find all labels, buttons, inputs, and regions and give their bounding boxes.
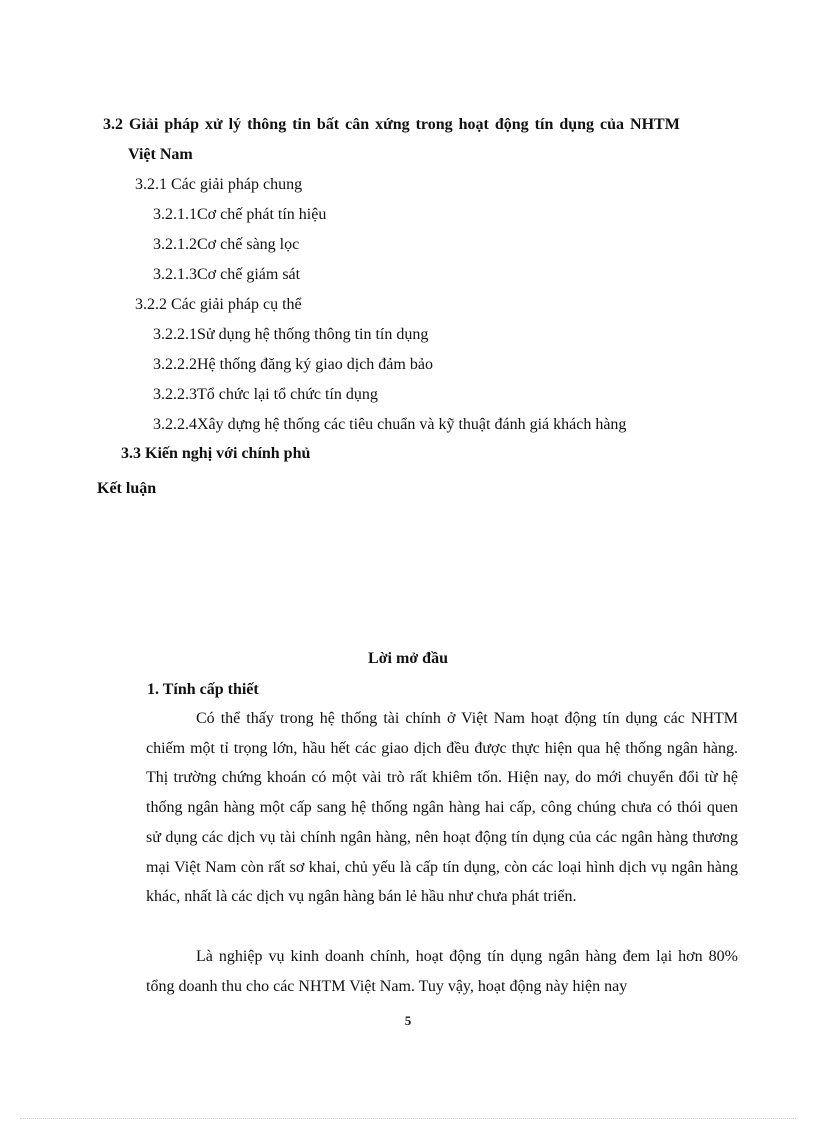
- toc-section-3-2-1-1: 3.2.1.1Cơ chế phát tín hiệu: [153, 206, 327, 223]
- toc-section-3-2-2: 3.2.2 Các giải pháp cụ thể: [135, 296, 302, 313]
- toc-section-3-2-2-2: 3.2.2.2Hệ thống đăng ký giao dịch đảm bảo: [153, 356, 433, 373]
- toc-conclusion: Kết luận: [97, 480, 157, 497]
- intro-paragraph-2-text: Là nghiệp vụ kinh doanh chính, hoạt động tín dụng ngân hàng đem lại hơn 80% tổng doanh thu cho các NHTM Việt Nam. Tuy vậy, hoạt động này hiện nay: [146, 948, 738, 995]
- toc-section-3-2-line2: Việt Nam: [128, 146, 193, 163]
- toc-section-3-2-1-2: 3.2.1.2Cơ chế sàng lọc: [153, 236, 300, 253]
- intro-paragraph-1: [146, 704, 738, 912]
- page-bottom-divider: [20, 1118, 796, 1119]
- intro-section-1-heading: 1. Tính cấp thiết: [147, 681, 259, 698]
- toc-section-3-3: 3.3 Kiến nghị với chính phủ: [121, 445, 311, 462]
- intro-title: Lời mở đầu: [368, 650, 448, 667]
- toc-section-3-2-2-4: 3.2.2.4Xây dựng hệ thống các tiêu chuẩn và kỹ thuật đánh giá khách hàng: [153, 416, 627, 433]
- toc-section-3-2-2-1: 3.2.2.1Sử dụng hệ thống thông tin tín dụng: [153, 326, 429, 343]
- page-number: 5: [404, 1013, 412, 1028]
- toc-section-3-2-1: 3.2.1 Các giải pháp chung: [135, 176, 303, 193]
- toc-section-3-2-line1: 3.2 Giải pháp xử lý thông tin bất cân xứng trong hoạt động tín dụng của NHTM: [103, 116, 680, 133]
- toc-section-3-2-2-3: 3.2.2.3Tổ chức lại tổ chức tín dụng: [153, 386, 378, 403]
- toc-section-3-2-1-3: 3.2.1.3Cơ chế giám sát: [153, 266, 301, 283]
- intro-paragraph-1-text: Có thể thấy trong hệ thống tài chính ở Việt Nam hoạt động tín dụng các NHTM chiếm một tỉ trọng lớn, hầu hết các giao dịch đều được thực hiện qua hệ thống ngân hàng. Thị trường chứng khoán có một vài trò rất khiêm tốn. Hiện nay, do mới chuyển đổi từ hệ thống ngân hàng một cấp sang hệ thống ngân hàng hai cấp, công chúng chưa có thói quen sử dụng các dịch vụ tài chính ngân hàng, nên hoạt động tín dụng của các ngân hàng thương mại Việt Nam còn rất sơ khai, chủ yếu là cấp tín dụng, còn các loại hình dịch vụ ngân hàng khác, nhất là các dịch vụ ngân hàng bán lẻ hầu như chưa phát triển.: [146, 710, 738, 906]
- intro-paragraph-2: [146, 942, 738, 1001]
